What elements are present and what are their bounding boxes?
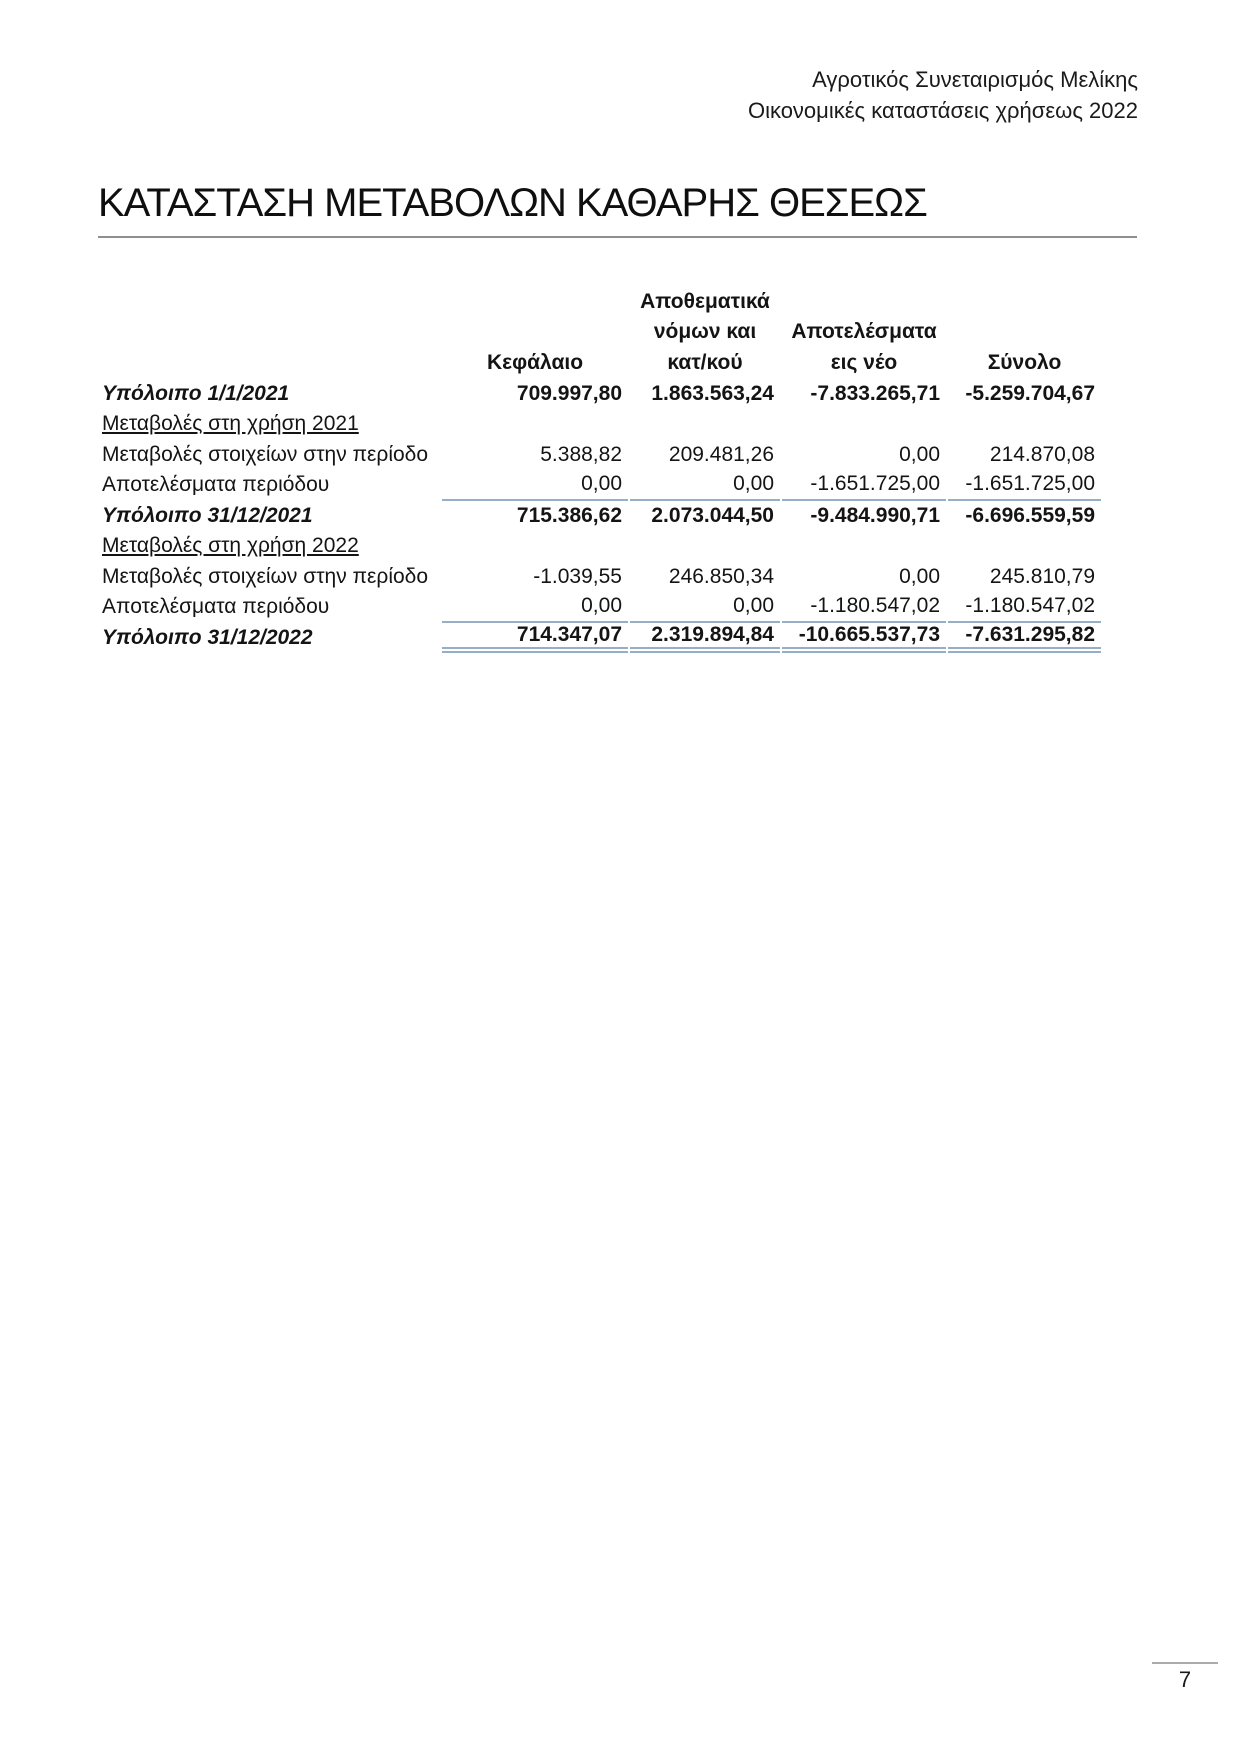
- cell-value: 0,00: [630, 592, 780, 623]
- cell-value: 715.386,62: [516, 503, 622, 527]
- table-row: [102, 379, 1101, 410]
- cell-value: 714.347,07: [442, 623, 628, 654]
- row-label: Αποτελέσματα περιόδου: [102, 473, 330, 497]
- header-spacer: [102, 287, 440, 318]
- cell-value: -1.180.547,02: [948, 592, 1101, 623]
- column-header: εις νέο: [830, 350, 898, 374]
- equity-statement-table: [100, 287, 1103, 653]
- table-row: [102, 592, 1101, 623]
- title-rule: [98, 236, 1137, 238]
- row-label: Υπόλοιπο 1/1/2021: [102, 381, 290, 405]
- statement-subtitle: Οικονομικές καταστάσεις χρήσεως 2022: [747, 98, 1138, 123]
- table-header-row: [102, 287, 1101, 318]
- cell-value: 0,00: [899, 564, 940, 588]
- row-label: Μεταβολές στη χρήση 2022: [102, 534, 359, 558]
- cell-value: -1.039,55: [533, 564, 622, 588]
- table-row: [102, 501, 1101, 532]
- header-spacer: [948, 318, 1101, 349]
- page-number: 7: [1178, 1667, 1192, 1692]
- cell-value: 0,00: [442, 470, 628, 501]
- header-spacer: [442, 318, 628, 349]
- row-label: Μεταβολές στη χρήση 2021: [102, 412, 359, 436]
- row-label: Μεταβολές στοιχείων στην περίοδο: [102, 442, 429, 466]
- cell-value: -5.259.704,67: [965, 381, 1095, 405]
- cell-value: 214.870,08: [989, 442, 1095, 466]
- cell-value: -7.631.295,82: [948, 623, 1101, 654]
- cell-value: 0,00: [899, 442, 940, 466]
- cell-value: -1.651.725,00: [782, 470, 946, 501]
- row-label: Μεταβολές στοιχείων στην περίοδο: [102, 564, 429, 588]
- cell-value: 245.810,79: [989, 564, 1095, 588]
- cell-value: 0,00: [630, 470, 780, 501]
- column-header: Σύνολο: [987, 350, 1062, 374]
- header-spacer: [442, 287, 628, 318]
- cell-value: [630, 409, 780, 440]
- cell-value: [948, 409, 1101, 440]
- cell-value: [782, 409, 946, 440]
- cell-value: [442, 409, 628, 440]
- column-header: κατ/κού: [667, 350, 743, 374]
- column-header: Αποτελέσματα: [791, 320, 937, 343]
- cell-value: -1.651.725,00: [948, 470, 1101, 501]
- header-spacer: [102, 348, 440, 379]
- cell-value: 2.073.044,50: [651, 503, 774, 527]
- cell-value: 2.319.894,84: [630, 623, 780, 654]
- cell-value: 709.997,80: [516, 381, 622, 405]
- cell-value: -6.696.559,59: [965, 503, 1095, 527]
- table-header-row: [102, 348, 1101, 379]
- header-spacer: [782, 287, 946, 318]
- cell-value: [782, 531, 946, 562]
- cell-value: 246.850,34: [668, 564, 774, 588]
- header-spacer: [948, 287, 1101, 318]
- row-label: Υπόλοιπο 31/12/2021: [102, 503, 313, 527]
- page-title: ΚΑΤΑΣΤΑΣΗ ΜΕΤΑΒΟΛΩΝ ΚΑΘΑΡΗΣ ΘΕΣΕΩΣ: [98, 181, 927, 225]
- table-row: [102, 531, 1101, 562]
- row-label: Αποτελέσματα περιόδου: [102, 595, 330, 619]
- table-row: [102, 470, 1101, 501]
- company-name: Αγροτικός Συνεταιρισμός Μελίκης: [812, 67, 1138, 92]
- footer-rule: [1152, 1662, 1218, 1664]
- cell-value: [442, 531, 628, 562]
- cell-value: 209.481,26: [668, 442, 774, 466]
- row-label: Υπόλοιπο 31/12/2022: [102, 625, 313, 649]
- table-row: [102, 562, 1101, 593]
- column-header: Αποθεματικά: [640, 289, 770, 313]
- cell-value: 1.863.563,24: [651, 381, 774, 405]
- column-header: νόμων και: [653, 320, 757, 343]
- cell-value: -10.665.537,73: [782, 623, 946, 654]
- cell-value: [630, 531, 780, 562]
- cell-value: -9.484.990,71: [810, 503, 940, 527]
- header-spacer: [102, 318, 440, 349]
- cell-value: 5.388,82: [540, 442, 622, 466]
- table-row: [102, 440, 1101, 471]
- cell-value: -1.180.547,02: [782, 592, 946, 623]
- cell-value: 0,00: [442, 592, 628, 623]
- column-header: Κεφάλαιο: [486, 350, 584, 374]
- document-header: [748, 64, 1138, 126]
- table-header-row: [102, 318, 1101, 349]
- table-row: [102, 623, 1101, 654]
- cell-value: -7.833.265,71: [810, 381, 940, 405]
- cell-value: [948, 531, 1101, 562]
- table-row: [102, 409, 1101, 440]
